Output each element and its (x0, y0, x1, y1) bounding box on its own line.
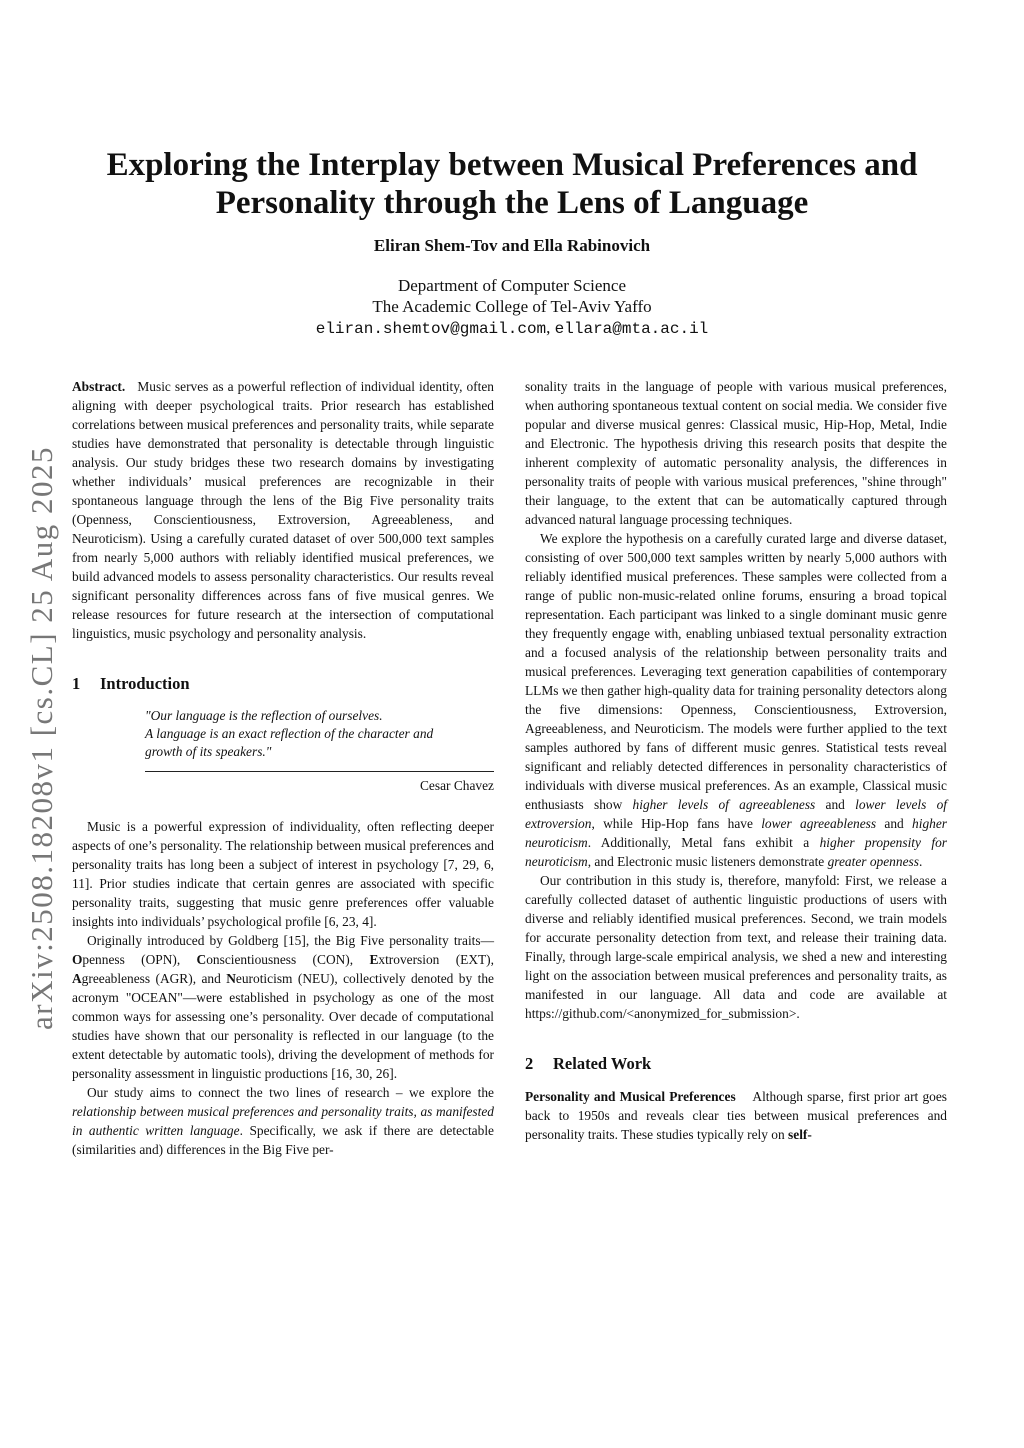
emphasis: higher propensity for neuroticism (525, 835, 947, 869)
acronym-letter: A (72, 971, 82, 986)
department: Department of Computer Science (397, 276, 626, 295)
acronym-letter: C (196, 952, 207, 967)
intro-paragraph-2 (72, 931, 494, 1083)
text-run: greeableness (AGR), and (81, 971, 227, 986)
abstract-label: Abstract. (72, 379, 126, 394)
bold-run: self- (788, 1127, 812, 1142)
title-line-2: Personality through the Lens of Language (215, 185, 809, 221)
quote-line-3: growth of its speakers." (145, 744, 272, 759)
emphasis: higher neuroticism (525, 816, 947, 850)
text-run: We explore the hypothesis on a carefully curated large and diverse dataset, consisting of over 500,000 text samples written by nearly 5,000 authors with reliably identified musical preferences. These samples were collected from a range of public non-music-related online forums, ensuring a broad topical representation. Each participant was linked to a single dominant music genre they frequently engage with, enabling unbiased textual personality extraction and a focused analysis of the relationship between personality traits and musical preferences. Leveraging text generation capabilities of contemporary LLMs we then gather high-quality data for training personality detectors along the five dimensions: Openness, Conscientiousness, Extroversion, Agreeableness, and Neuroticism. The models were further applied to the text samples authored by fans of different music genres. Statistical tests reveal significant and reliably detected differences in personality characteristics of individuals with diverse musical preferences. As an example, Classical music enthusiasts show (525, 531, 947, 812)
section-heading-related-work (525, 1054, 947, 1073)
related-work-paragraph-1 (525, 1087, 947, 1144)
emphasis: lower agreeableness (761, 816, 877, 831)
paper-title (0, 146, 1024, 222)
section-number: 2 (525, 1054, 534, 1073)
text-run: , while Hip-Hop fans have (591, 816, 762, 831)
paragraph-subheading: Personality and Musical Preferences (525, 1089, 736, 1104)
quote-line-2: A language is an exact reflection of the character and (145, 726, 434, 741)
intro-paragraph-3 (72, 1083, 494, 1159)
text-run: Originally introduced by Goldberg [15], the Big Five personality traits— (87, 933, 494, 948)
text-run: Our study aims to connect the two lines of research – we explore the (87, 1085, 494, 1100)
abstract-text: Music serves as a powerful reflection of individual identity, often aligning with deeper psychological traits. Prior research has established correlations between musical preferences and personality traits, while separate studies have demonstrated that personality is detectable through linguistic analysis. Our study bridges these two research domains by investigating whether individuals’ musical preferences are recognizable in their spontaneous language through the lens of the Big Five personality traits (Openness, Conscientiousness, Extroversion, Agreeableness, and Neuroticism). Using a carefully curated dataset of over 500,000 text samples from nearly 5,000 authors with reliably identified musical preferences, we build advanced models to assess personality characteristics. Our results reveal significant personality differences across fans of five musical genres. We release resources for future research at the intersection of computational linguistics, music psychology and personality analysis. (72, 379, 494, 641)
authors: Eliran Shem-Tov and Ella Rabinovich (373, 236, 651, 255)
section-title: Related Work (553, 1054, 652, 1073)
intro-paragraph-4: sonality traits in the language of people with various musical preferences, when authoring spontaneous textual content on social media. We consider five popular and diverse musical genres: Classical music, Hip-Hop, Metal, Indie and Electronic. The hypothesis driving this research posits that despite the inherent complexity of automatic personality analysis, the differences in personality traits of people with various musical preferences, "shine through" their language, to the extent that can be automatically captured through advanced natural language processing techniques. (525, 379, 947, 527)
email-2[interactable]: ellara@mta.ac.il (554, 320, 709, 338)
emails (0, 317, 1024, 340)
text-run: . Specifically, we ask if there are detectable (similarities and) differences in the Big Five per- (72, 1123, 494, 1157)
email-1[interactable]: eliran.shemtov@gmail.com (315, 320, 547, 338)
acronym-letter: N (226, 971, 236, 986)
quote-line-1: "Our language is the reflection of ourselves. (145, 708, 383, 723)
title-line-1: Exploring the Interplay between Musical Preferences and (106, 147, 918, 183)
section-heading-introduction (72, 674, 494, 693)
institution: The Academic College of Tel-Aviv Yaffo (372, 297, 652, 316)
text-run: . (918, 854, 923, 869)
acronym-letter: O (72, 952, 83, 967)
emphasis: relationship between musical preferences and personality traits, as manifested in authentic written language (72, 1104, 494, 1138)
emphasis: greater openness (827, 854, 919, 869)
affiliation (0, 275, 1024, 340)
intro-paragraph-1: Music is a powerful expression of individuality, often reflecting deeper aspects of one’s personality. The relationship between musical preferences and personality traits has long been a subject of interest in psychology [7, 29, 6, 11]. Prior studies indicate that certain genres are associated with specific personality traits, suggesting that music genre preferences offer valuable insights into individuals’ psychological profile [6, 23, 4]. (72, 819, 494, 929)
email-separator: , (546, 318, 555, 337)
intro-paragraph-6: Our contribution in this study is, therefore, manyfold: First, we release a carefully collected dataset of authentic linguistic productions of users with diverse and reliably identified musical preferences. Second, we train models for accurate personality detection from text, and release their training data. Finally, through large-scale empirical analysis, we shed a new and interesting light on the association between musical preferences and personality traits, as manifested in our language. All data and code are available at https://github.com/<anonymized_for_submission>. (525, 873, 947, 1021)
acronym-letter: E (369, 952, 379, 967)
section-number: 1 (72, 674, 81, 693)
quote-divider (145, 771, 494, 772)
text-run: onscientiousness (CON), (206, 952, 370, 967)
text-run: penness (OPN), (82, 952, 197, 967)
quote-attribution: Cesar Chavez (420, 778, 494, 793)
text-run: euroticism (NEU), collectively denoted by the acronym "OCEAN"—were established in psychology as one of the most common ways for assessing one’s personality. Over decade of computational studies have shown that our personality is reflected in our language (to the extent detectable by automatic tools), driving the development of methods for personality assessment in linguistic productions [16, 30, 26]. (72, 971, 494, 1081)
text-run: . Additionally, Metal fans exhibit a (587, 835, 820, 850)
emphasis: lower levels of extroversion (525, 797, 947, 831)
text-run: and (815, 797, 856, 812)
left-column (72, 377, 494, 1159)
intro-paragraph-5 (525, 529, 947, 871)
arxiv-identifier: arXiv:2508.18208v1 [cs.CL] 25 Aug 2025 (24, 446, 59, 1030)
text-run: xtroversion (EXT), (378, 952, 494, 967)
text-run: , and Electronic music listeners demonstrate (587, 854, 828, 869)
epigraph-quote (145, 707, 494, 761)
text-run: and (876, 816, 913, 831)
section-title: Introduction (100, 674, 190, 693)
emphasis: higher levels of agreeableness (632, 797, 816, 812)
text-run: Although sparse, first prior art goes back to 1950s and reveals clear ties between musical preferences and personality traits. These studies typically rely on (525, 1089, 948, 1142)
right-column (525, 377, 947, 1144)
abstract (72, 377, 494, 643)
